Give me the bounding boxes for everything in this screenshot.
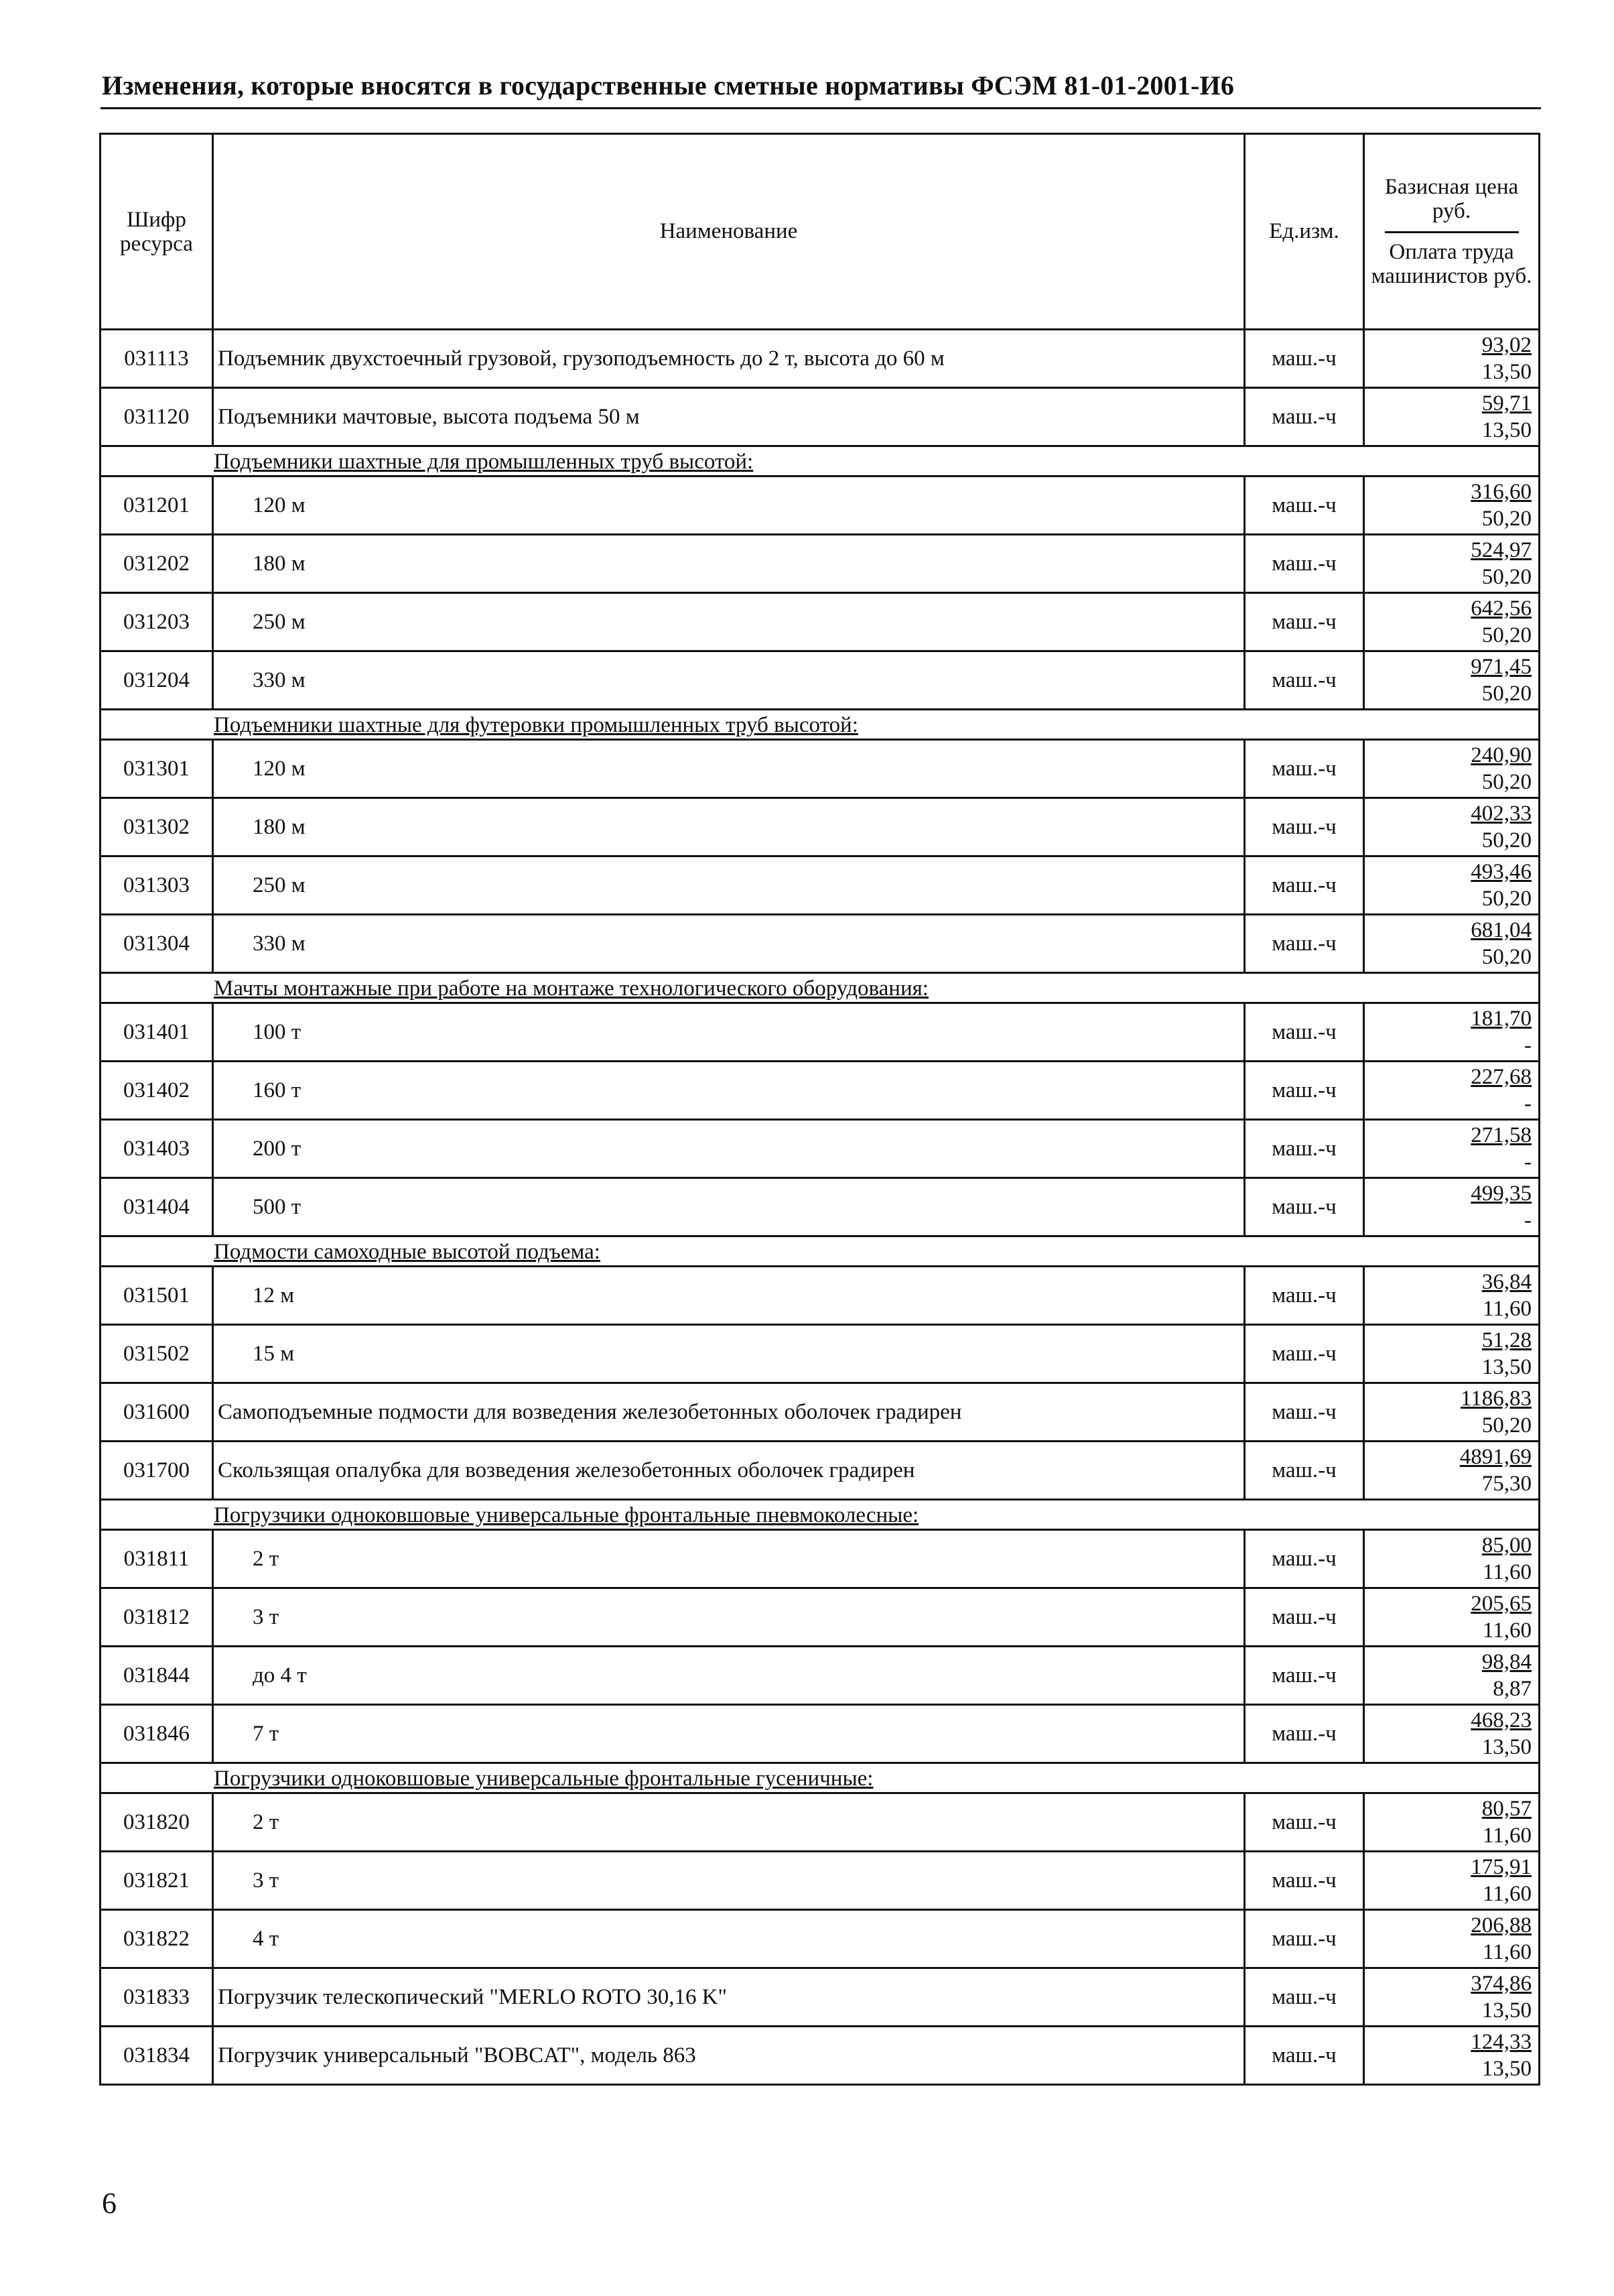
table-header [100,134,1540,330]
operator-wage: - [1524,1150,1532,1174]
resource-code: 031202 [100,535,213,593]
price-cell [1364,1705,1540,1763]
resource-code: 031120 [100,388,213,446]
unit-cell: маш.-ч [1245,1530,1364,1588]
unit-cell: маш.-ч [1245,593,1364,651]
price-cell [1364,1910,1540,1968]
price-cell [1364,1793,1540,1852]
resource-name: Подъемники мачтовые, высота подъема 50 м [213,388,1245,446]
group-heading-row [100,710,1540,740]
price-table [99,133,1540,2086]
resource-name: до 4 т [213,1647,1245,1705]
base-price: 1186,83 [1460,1387,1532,1411]
operator-wage: 13,50 [1481,360,1532,384]
group-heading: Погрузчики одноковшовые универсальные фронтальные гусеничные: [100,1763,1540,1793]
operator-wage: 11,60 [1482,1940,1532,1964]
unit-cell: маш.-ч [1245,476,1364,535]
base-price: 271,58 [1471,1123,1532,1147]
operator-wage: 11,60 [1482,1824,1532,1848]
table-row [100,1325,1540,1383]
table-row [100,856,1540,915]
table-row [100,1968,1540,2027]
resource-code: 031301 [100,740,213,798]
page-title: Изменения, которые вносятся в государственные сметные нормативы ФСЭМ 81-01-2001-И6 [102,70,1235,101]
unit-cell: маш.-ч [1245,651,1364,710]
price-cell [1364,856,1540,915]
table-row [100,1062,1540,1120]
unit-cell: маш.-ч [1245,1178,1364,1236]
table-row [100,1647,1540,1705]
unit-cell: маш.-ч [1245,1003,1364,1062]
table-row [100,2027,1540,2085]
operator-wage: 50,20 [1481,507,1532,531]
resource-code: 031204 [100,651,213,710]
resource-code: 031203 [100,593,213,651]
resource-name: Самоподъемные подмости для возведения железобетонных оболочек градирен [213,1383,1245,1442]
operator-wage: 13,50 [1481,1735,1532,1759]
base-price: 4891,69 [1459,1445,1532,1469]
table-row [100,476,1540,535]
operator-wage: 50,20 [1481,770,1532,794]
table-row [100,1267,1540,1325]
resource-code: 031820 [100,1793,213,1852]
operator-wage: 50,20 [1481,565,1532,589]
price-cell [1364,388,1540,446]
base-price: 51,28 [1481,1328,1532,1352]
resource-name: 2 т [213,1793,1245,1852]
resource-code: 031201 [100,476,213,535]
resource-code: 031844 [100,1647,213,1705]
resource-name: 15 м [213,1325,1245,1383]
resource-name: 7 т [213,1705,1245,1763]
base-price: 36,84 [1481,1270,1532,1294]
price-cell [1364,535,1540,593]
base-price: 240,90 [1471,743,1532,767]
base-price: 316,60 [1471,480,1532,504]
base-price: 681,04 [1471,918,1532,942]
base-price: 642,56 [1471,596,1532,621]
base-price: 175,91 [1471,1855,1532,1879]
resource-name: Погрузчик телескопический "MERLO ROTO 30,16 K" [213,1968,1245,2027]
table-row [100,593,1540,651]
unit-cell: маш.-ч [1245,1120,1364,1178]
column-header-name: Наименование [213,134,1245,330]
resource-name: 330 м [213,651,1245,710]
operator-wage: - [1524,1033,1532,1058]
base-price: 493,46 [1471,860,1532,884]
table-row [100,1120,1540,1178]
unit-cell: маш.-ч [1245,1705,1364,1763]
base-price: 402,33 [1471,802,1532,826]
operator-wage: - [1524,1208,1532,1232]
group-heading: Подъемники шахтные для промышленных труб высотой: [100,446,1540,476]
column-header-code: Шифр ресурса [100,134,213,330]
unit-cell: маш.-ч [1245,1852,1364,1910]
resource-code: 031846 [100,1705,213,1763]
resource-code: 031113 [100,330,213,388]
unit-cell: маш.-ч [1245,856,1364,915]
unit-cell: маш.-ч [1245,1793,1364,1852]
price-cell [1364,593,1540,651]
table-row [100,1588,1540,1647]
price-cell [1364,915,1540,973]
unit-cell: маш.-ч [1245,1325,1364,1383]
unit-cell: маш.-ч [1245,1383,1364,1442]
operator-wage: 50,20 [1481,945,1532,969]
unit-cell: маш.-ч [1245,798,1364,856]
base-price: 524,97 [1471,538,1532,562]
resource-name: Подъемник двухстоечный грузовой, грузоподъемность до 2 т, высота до 60 м [213,330,1245,388]
operator-wage: 13,50 [1481,418,1532,442]
operator-wage: 50,20 [1481,828,1532,852]
unit-cell: маш.-ч [1245,1588,1364,1647]
table-row [100,1383,1540,1442]
table-row [100,1910,1540,1968]
base-price: 98,84 [1481,1650,1532,1674]
base-price: 499,35 [1471,1182,1532,1206]
resource-name: 3 т [213,1852,1245,1910]
resource-name: 500 т [213,1178,1245,1236]
price-cell [1364,1062,1540,1120]
operator-wage: - [1524,1092,1532,1116]
resource-code: 031304 [100,915,213,973]
base-price: 80,57 [1481,1797,1532,1821]
base-price: 124,33 [1471,2030,1532,2054]
resource-code: 031822 [100,1910,213,1968]
operator-wage: 11,60 [1482,1297,1532,1321]
price-cell [1364,1442,1540,1500]
price-cell [1364,1588,1540,1647]
resource-name: 4 т [213,1910,1245,1968]
operator-wage: 50,20 [1481,682,1532,706]
resource-name: Погрузчик универсальный "BOBCAT", модель 863 [213,2027,1245,2085]
group-heading-row [100,1500,1540,1530]
unit-cell: маш.-ч [1245,1968,1364,2027]
price-cell [1364,1120,1540,1178]
base-price: 205,65 [1471,1592,1532,1616]
resource-name: 12 м [213,1267,1245,1325]
base-price: 59,71 [1481,391,1532,416]
resource-name: 250 м [213,856,1245,915]
unit-cell: маш.-ч [1245,1267,1364,1325]
unit-cell: маш.-ч [1245,2027,1364,2085]
group-heading: Погрузчики одноковшовые универсальные фронтальные пневмоколесные: [100,1500,1540,1530]
resource-code: 031403 [100,1120,213,1178]
table-body [100,330,1540,2085]
resource-code: 031501 [100,1267,213,1325]
operator-wage: 13,50 [1481,1355,1532,1379]
table-row [100,798,1540,856]
operator-wage: 50,20 [1481,1413,1532,1438]
price-cell [1364,1325,1540,1383]
price-cell [1364,1003,1540,1062]
unit-cell: маш.-ч [1245,330,1364,388]
operator-wage: 75,30 [1481,1472,1532,1496]
unit-cell: маш.-ч [1245,1647,1364,1705]
group-heading-row [100,973,1540,1003]
base-price: 93,02 [1481,333,1532,357]
resource-name: 120 м [213,740,1245,798]
column-header-unit: Ед.изм. [1245,134,1364,330]
resource-code: 031303 [100,856,213,915]
unit-cell: маш.-ч [1245,535,1364,593]
resource-name: 200 т [213,1120,1245,1178]
resource-code: 031811 [100,1530,213,1588]
resource-name: 180 м [213,535,1245,593]
base-price: 227,68 [1471,1065,1532,1089]
resource-name: 3 т [213,1588,1245,1647]
resource-code: 031302 [100,798,213,856]
table-row [100,535,1540,593]
column-header-base-price: Базисная цена руб. [1384,175,1519,223]
resource-name: 180 м [213,798,1245,856]
resource-name: 250 м [213,593,1245,651]
resource-code: 031812 [100,1588,213,1647]
column-header-price [1364,134,1540,330]
operator-wage: 13,50 [1481,2057,1532,2081]
price-cell [1364,740,1540,798]
price-cell [1364,1530,1540,1588]
table-row [100,330,1540,388]
table-row [100,1793,1540,1852]
unit-cell: маш.-ч [1245,740,1364,798]
resource-code: 031401 [100,1003,213,1062]
table-row [100,651,1540,710]
resource-code: 031502 [100,1325,213,1383]
price-cell [1364,330,1540,388]
price-cell [1364,1267,1540,1325]
operator-wage: 11,60 [1482,1882,1532,1906]
group-heading: Мачты монтажные при работе на монтаже технологического оборудования: [100,973,1540,1003]
header-divider [1385,231,1519,233]
unit-cell: маш.-ч [1245,1062,1364,1120]
base-price: 971,45 [1471,655,1532,679]
resource-name: 100 т [213,1003,1245,1062]
resource-code: 031821 [100,1852,213,1910]
group-heading-row [100,1236,1540,1267]
resource-name: Скользящая опалубка для возведения железобетонных оболочек градирен [213,1442,1245,1500]
base-price: 374,86 [1471,1972,1532,1996]
price-cell [1364,2027,1540,2085]
table-row [100,1442,1540,1500]
price-cell [1364,1383,1540,1442]
table-row [100,915,1540,973]
unit-cell: маш.-ч [1245,1910,1364,1968]
group-heading: Подъемники шахтные для футеровки промышленных труб высотой: [100,710,1540,740]
group-heading-row [100,1763,1540,1793]
price-cell [1364,476,1540,535]
header-rule [100,107,1541,109]
resource-name: 160 т [213,1062,1245,1120]
table-row [100,740,1540,798]
column-header-wage: Оплата труда машинистов руб. [1371,240,1532,288]
operator-wage: 8,87 [1493,1677,1532,1701]
resource-code: 031834 [100,2027,213,2085]
operator-wage: 50,20 [1481,887,1532,911]
unit-cell: маш.-ч [1245,915,1364,973]
table-row [100,1003,1540,1062]
resource-code: 031700 [100,1442,213,1500]
resource-code: 031600 [100,1383,213,1442]
table-row [100,1178,1540,1236]
page-number: 6 [102,2187,117,2220]
resource-code: 031404 [100,1178,213,1236]
table-row [100,388,1540,446]
price-cell [1364,1968,1540,2027]
price-cell [1364,1647,1540,1705]
price-cell [1364,1178,1540,1236]
unit-cell: маш.-ч [1245,1442,1364,1500]
price-cell [1364,1852,1540,1910]
base-price: 206,88 [1471,1913,1532,1937]
operator-wage: 11,60 [1482,1560,1532,1584]
table-row [100,1530,1540,1588]
price-cell [1364,651,1540,710]
resource-name: 120 м [213,476,1245,535]
operator-wage: 13,50 [1481,1998,1532,2023]
operator-wage: 50,20 [1481,623,1532,647]
resource-code: 031402 [100,1062,213,1120]
resource-name: 2 т [213,1530,1245,1588]
base-price: 468,23 [1471,1708,1532,1732]
operator-wage: 11,60 [1482,1618,1532,1643]
base-price: 85,00 [1481,1533,1532,1557]
group-heading: Подмости самоходные высотой подъема: [100,1236,1540,1267]
unit-cell: маш.-ч [1245,388,1364,446]
resource-code: 031833 [100,1968,213,2027]
base-price: 181,70 [1471,1007,1532,1031]
table-row [100,1852,1540,1910]
resource-name: 330 м [213,915,1245,973]
price-cell [1364,798,1540,856]
table-row [100,1705,1540,1763]
group-heading-row [100,446,1540,476]
